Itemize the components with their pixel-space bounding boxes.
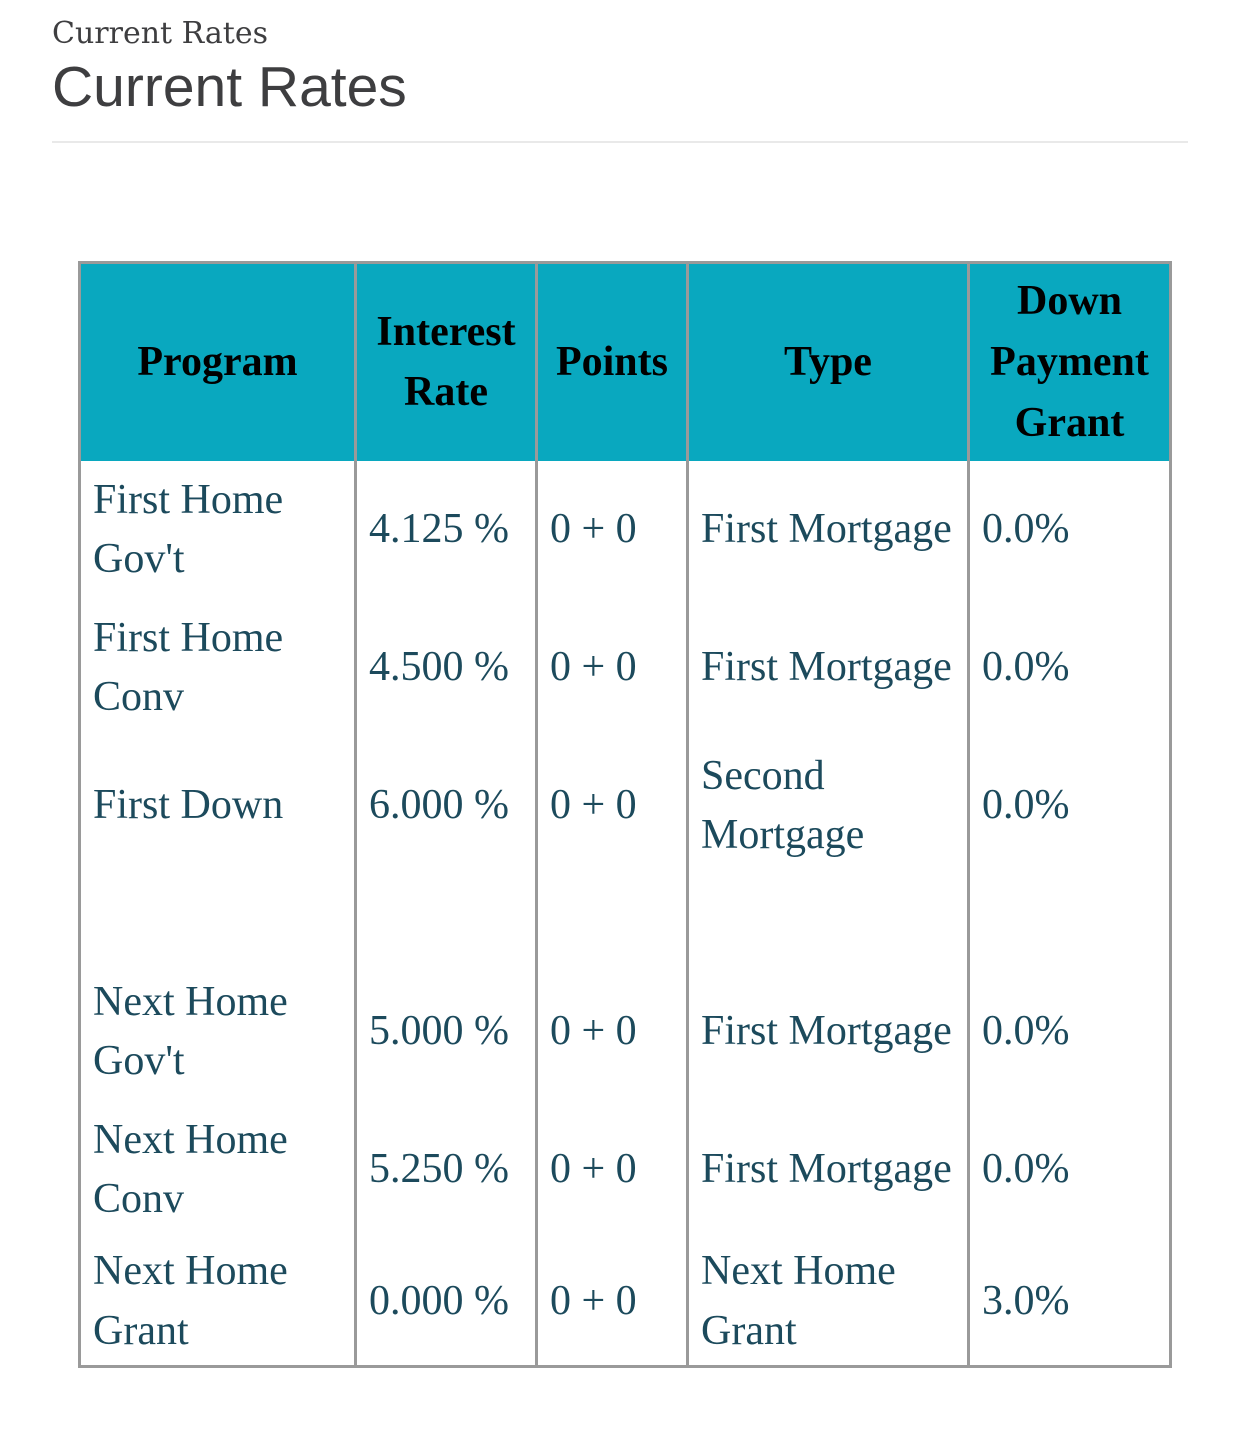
cell-program: Next Home Conv <box>80 1101 356 1239</box>
cell-interest-rate: 4.500 % <box>356 599 537 737</box>
cell-program: First Home Conv <box>80 599 356 737</box>
rates-table <box>78 261 1172 1368</box>
column-header-interest-rate: Interest Rate <box>356 262 537 461</box>
cell-type: Next Home Grant <box>688 1239 969 1366</box>
cell-interest-rate: 5.000 % <box>356 963 537 1101</box>
cell-program: Next Home Grant <box>80 1239 356 1366</box>
breadcrumb[interactable]: Current Rates <box>52 16 268 51</box>
column-header-type: Type <box>688 262 969 461</box>
cell-interest-rate: 5.250 % <box>356 1101 537 1239</box>
table-row <box>80 737 1171 875</box>
table-row <box>80 461 1171 599</box>
cell-points: 0 + 0 <box>537 1101 688 1239</box>
cell-program <box>80 875 356 963</box>
cell-program: First Home Gov't <box>80 461 356 599</box>
cell-down-payment-grant: 3.0% <box>969 1239 1171 1366</box>
cell-points <box>537 875 688 963</box>
table-row <box>80 963 1171 1101</box>
cell-interest-rate: 0.000 % <box>356 1239 537 1366</box>
cell-type: First Mortgage <box>688 599 969 737</box>
table-row <box>80 1239 1171 1366</box>
cell-type: First Mortgage <box>688 1101 969 1239</box>
table-row <box>80 599 1171 737</box>
page-title: Current Rates <box>52 55 407 119</box>
cell-type: First Mortgage <box>688 461 969 599</box>
cell-program: First Down <box>80 737 356 875</box>
cell-points: 0 + 0 <box>537 1239 688 1366</box>
cell-type: First Mortgage <box>688 963 969 1101</box>
cell-down-payment-grant: 0.0% <box>969 599 1171 737</box>
cell-program: Next Home Gov't <box>80 963 356 1101</box>
table-header-row <box>80 262 1171 461</box>
cell-points: 0 + 0 <box>537 461 688 599</box>
cell-type <box>688 875 969 963</box>
cell-down-payment-grant: 0.0% <box>969 963 1171 1101</box>
column-header-points: Points <box>537 262 688 461</box>
cell-interest-rate: 4.125 % <box>356 461 537 599</box>
cell-points: 0 + 0 <box>537 599 688 737</box>
cell-down-payment-grant: 0.0% <box>969 1101 1171 1239</box>
column-header-program: Program <box>80 262 356 461</box>
cell-interest-rate: 6.000 % <box>356 737 537 875</box>
cell-down-payment-grant <box>969 875 1171 963</box>
cell-points: 0 + 0 <box>537 737 688 875</box>
cell-down-payment-grant: 0.0% <box>969 737 1171 875</box>
cell-interest-rate <box>356 875 537 963</box>
divider <box>52 141 1188 143</box>
table-row <box>80 1101 1171 1239</box>
table-row-spacer <box>80 875 1171 963</box>
cell-type: Second Mortgage <box>688 737 969 875</box>
cell-points: 0 + 0 <box>537 963 688 1101</box>
cell-down-payment-grant: 0.0% <box>969 461 1171 599</box>
column-header-down-payment-grant: Down Payment Grant <box>969 262 1171 461</box>
